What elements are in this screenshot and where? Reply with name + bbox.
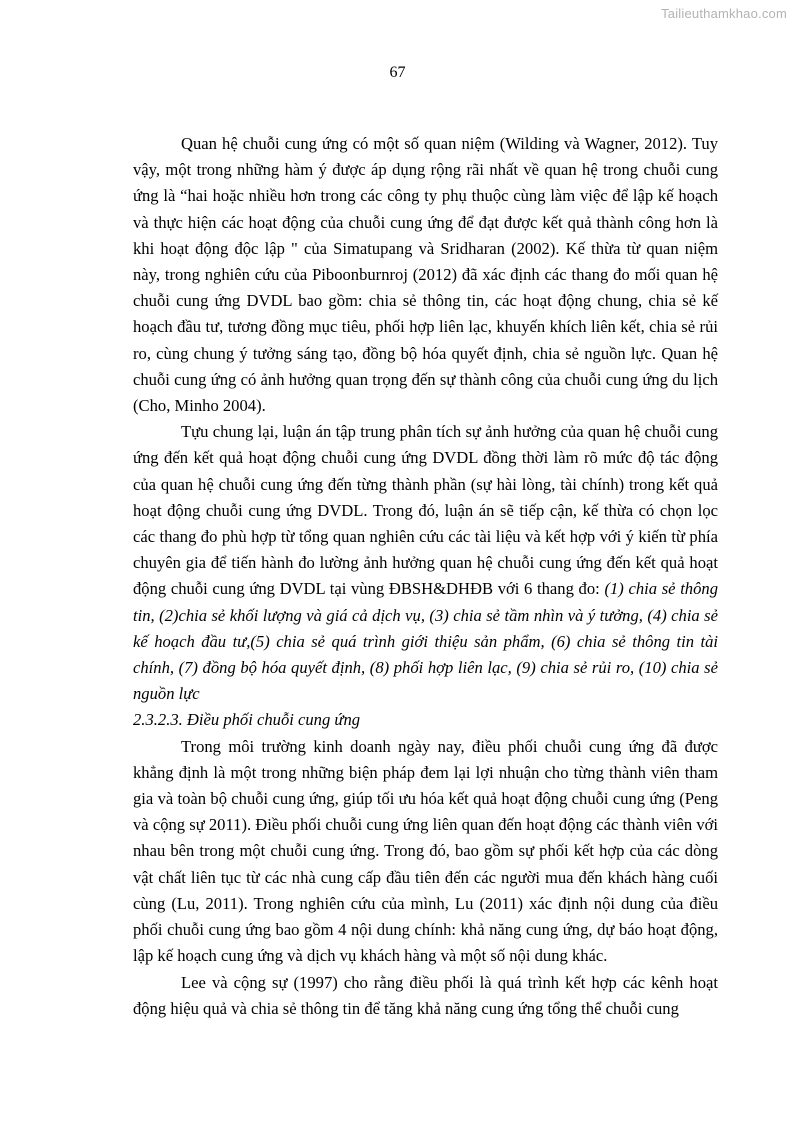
paragraph-summary (133, 419, 718, 707)
paragraph-lee: Lee và cộng sự (1997) cho rằng điều phối là quá trình kết hợp các kênh hoạt động hiệu quả và chia sẻ thông tin để tăng khả năng cung ứng tổng thể chuỗi cung (133, 972, 718, 1018)
page-number: 67 (389, 64, 406, 81)
paragraph-summary-text: Tựu chung lại, luận án tập trung phân tích sự ảnh hưởng của quan hệ chuỗi cung ứng đến kết quả hoạt động chuỗi cung ứng DVDL đồng thời làm rõ mức độ tác động của quan hệ chuỗi cung ứng đến từng thành phần (sự hài lòng, tài chính) trong kết quả hoạt động chuỗi cung ứng DVDL. Trong đó, luận án sẽ tiếp cận, kế thừa có chọn lọc các thang đo phù hợp từ tổng quan nghiên cứu các tài liệu và kết hợp với ý kiến từ phía chuyên gia để tiến hành đo lường ảnh hưởng quan hệ chuỗi cung ứng đến kết quả hoạt động chuỗi cung ứng DVDL tại vùng ĐBSH&DHĐB với 6 thang đo: (133, 422, 718, 599)
document-body (133, 131, 718, 1022)
watermark: Tailieuthamkhao.com (661, 6, 787, 21)
section-heading: 2.3.2.3. Điều phối chuỗi cung ứng (133, 710, 361, 730)
paragraph-supply-chain-relationship: Quan hệ chuỗi cung ứng có một số quan niệm (Wilding và Wagner, 2012). Tuy vậy, một trong những hàm ý được áp dụng rộng rãi nhất về quan hệ trong chuỗi cung ứng là “hai hoặc nhiều hơn trong các công ty phụ thuộc cùng làm việc để lập kế hoạch và thực hiện các hoạt động của chuỗi cung ứng để đạt được kết quả thành công hơn là khi hoạt động độc lập " của Simatupang và Sridharan (2002). Kế thừa từ quan niệm này, trong nghiên cứu của Piboonburnroj (2012) đã xác định các thang đo mối quan hệ chuỗi cung ứng DVDL bao gồm: chia sẻ thông tin, các hoạt động chung, chia sẻ kế hoạch đầu tư, tương đồng mục tiêu, phối hợp liên lạc, khuyến khích liên kết, chia sẻ rủi ro, cùng chung ý tưởng sáng tạo, đồng bộ hóa quyết định, chia sẻ nguồn lực. Quan hệ chuỗi cung ứng có ảnh hưởng quan trọng đến sự thành công của chuỗi cung ứng du lịch (Cho, Minho 2004). (133, 134, 718, 416)
paragraph-coordination: Trong môi trường kinh doanh ngày nay, điều phối chuỗi cung ứng đã được khẳng định là một trong những biện pháp đem lại lợi nhuận cho từng thành viên tham gia và toàn bộ chuỗi cung ứng, giúp tối ưu hóa kết quả hoạt động chuỗi cung ứng (Peng và cộng sự 2011). Điều phối chuỗi cung ứng liên quan đến hoạt động các thành viên với nhau bên trong một chuỗi cung ứng. Trong đó, bao gồm sự phối kết hợp của các dòng vật chất liên tục từ các nhà cung cấp đầu tiên đến các người mua đến khách hàng cuối cùng (Lu, 2011). Trong nghiên cứu của mình, Lu (2011) xác định nội dung của điều phối chuỗi cung ứng bao gồm 4 nội dung chính: khả năng cung ứng, dự báo hoạt động, lập kế hoạch cung ứng và dịch vụ khách hàng và một số nội dung khác. (133, 736, 718, 966)
scale-list: (1) chia sẻ thông tin, (2)chia sẻ khối lượng và giá cả dịch vụ, (3) chia sẻ tầm nhìn và ý tưởng, (4) chia sẻ kế hoạch đầu tư,(5) chia sẻ quá trình giới thiệu sản phẩm, (6) chia sẻ thông tin tài chính, (7) đồng bộ hóa quyết định, (8) phối hợp liên lạc, (9) chia sẻ rủi ro, (10) chia sẻ nguồn lực (133, 579, 718, 704)
